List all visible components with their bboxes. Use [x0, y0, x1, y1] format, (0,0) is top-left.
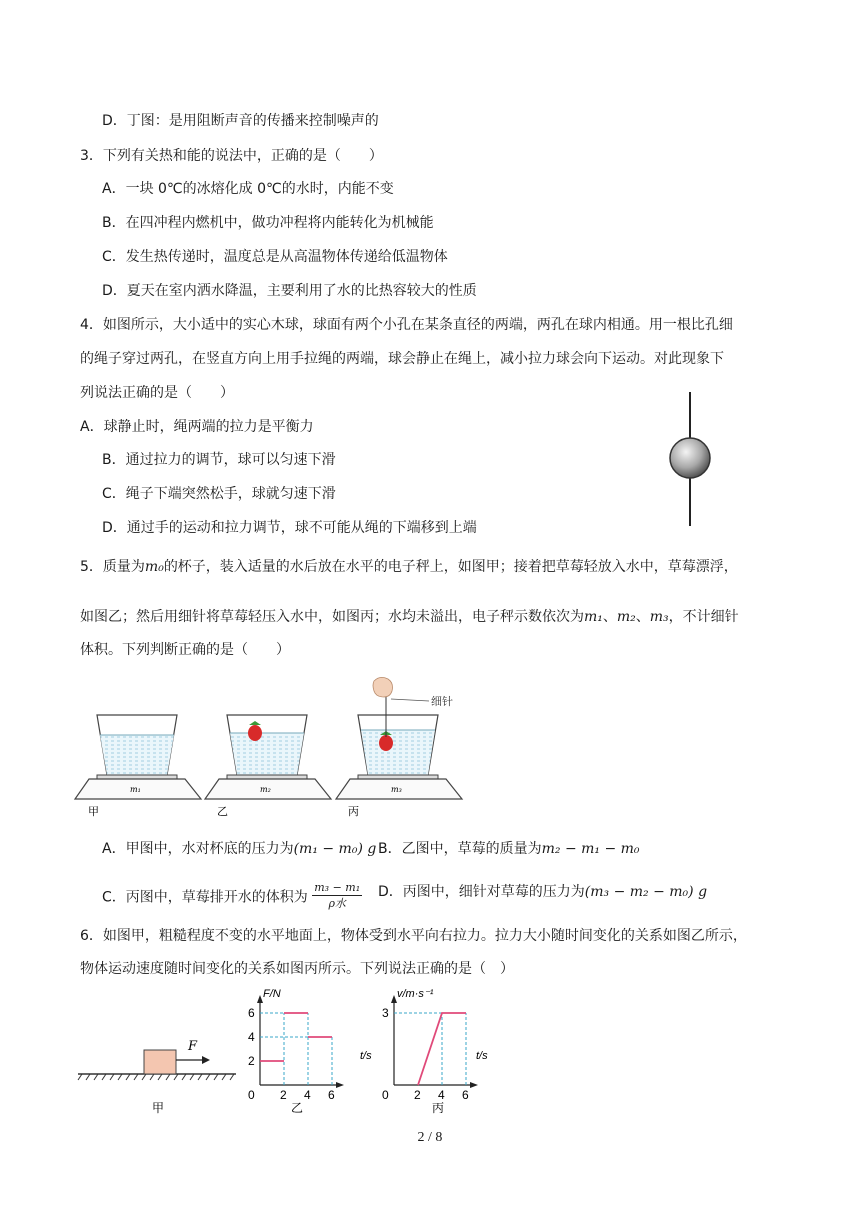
- q6-velocity-time-chart: [372, 985, 507, 1117]
- scale-label-m3: m₃: [391, 785, 402, 794]
- x-tick-label: 0: [248, 1088, 255, 1102]
- fraction-numerator: m₃ − m₁: [314, 881, 361, 894]
- x-tick-label: 2: [414, 1088, 421, 1102]
- q5-scales-figure: [75, 675, 455, 820]
- strawberry-icon: [379, 735, 393, 751]
- fraction-denominator: ρ水: [328, 897, 346, 910]
- wooden-ball: [670, 438, 710, 478]
- x-tick-label: 4: [438, 1088, 445, 1102]
- q5-text: 5．质量为: [80, 559, 145, 575]
- q5-sep: 、: [602, 609, 617, 625]
- x-tick-label: 6: [462, 1088, 469, 1102]
- q4-option-c: C．绳子下端突然松手，球就匀速下滑: [102, 486, 336, 502]
- chart-v-xlabel: t/s: [476, 1050, 488, 1062]
- q3-option-d: D．夏天在室内洒水降温，主要利用了水的比热容较大的性质: [102, 283, 477, 299]
- q4-stem-line1: 4．如图所示，大小适中的实心木球，球面有两个小孔在某条直径的两端，两孔在球内相通。用一根比孔细: [80, 317, 733, 333]
- q5-option-a-formula: (m₁ − m₀) g: [293, 841, 377, 857]
- q5-stem-line3: 体积。下列判断正确的是（ ）: [80, 642, 290, 658]
- scale-label-m1: m₁: [130, 785, 141, 794]
- q5-text: 的杯子，装入适量的水后放在水平的电子秤上，如图甲；接着把草莓轻放入水中，草莓漂浮，: [163, 559, 738, 575]
- chart-f-xlabel: t/s: [360, 1050, 372, 1062]
- strawberry-icon: [248, 725, 262, 741]
- hand-icon: [373, 677, 393, 697]
- q6-stem-line2: 物体运动速度随时间变化的关系如图丙所示。下列说法正确的是（ ）: [80, 961, 514, 977]
- q5-m1: m₁: [584, 609, 603, 625]
- block: [144, 1050, 176, 1074]
- q3-stem: 3．下列有关热和能的说法中，正确的是（ ）: [80, 148, 383, 164]
- force-label: F: [188, 1039, 198, 1054]
- q5-sep: 、: [635, 609, 650, 625]
- q5-option-b-formula: m₂ − m₁ − m₀: [541, 841, 640, 857]
- caption-bing: 丙: [432, 1101, 445, 1115]
- x-tick-label: 2: [280, 1088, 287, 1102]
- q5-option-c-fraction: [312, 880, 362, 911]
- q5-m0: m₀: [144, 559, 164, 575]
- chart-f-ylabel: F/N: [263, 988, 281, 1000]
- q5-m2: m₂: [616, 609, 636, 625]
- q2-option-d: D．丁图：是用阻断声音的传播来控制噪声的: [102, 113, 379, 129]
- q5-m3: m₃: [649, 609, 669, 625]
- q5-stem-line1: [80, 557, 738, 577]
- q5-text: ，不计细针: [668, 609, 739, 625]
- caption-yi: 乙: [217, 806, 228, 818]
- chart-v-ylabel: v/m·s⁻¹: [397, 988, 434, 1000]
- q5-option-a-text: A．甲图中，水对杯底的压力为: [102, 841, 294, 857]
- caption-yi: 乙: [291, 1101, 304, 1115]
- q5-option-d-formula: (m₃ − m₂ − m₀) g: [584, 884, 708, 900]
- q5-option-d-text: D．丙图中，细针对草莓的压力为: [378, 884, 585, 900]
- force-arrow-icon: [202, 1056, 210, 1064]
- q3-option-a: A．一块 0℃的冰熔化成 0℃的水时，内能不变: [102, 181, 394, 197]
- q6-force-time-chart: [238, 985, 372, 1117]
- q5-option-a: [102, 839, 376, 859]
- q4-option-d: D．通过手的运动和拉力调节，球不可能从绳的下端移到上端: [102, 520, 477, 536]
- q5-stem-line2: [80, 607, 739, 627]
- q4-option-b: B．通过拉力的调节，球可以匀速下滑: [102, 452, 336, 468]
- q4-stem-line3: 列说法正确的是（ ）: [80, 385, 234, 401]
- q5-option-b-text: B．乙图中，草莓的质量为: [378, 841, 542, 857]
- q6-stem-line1: 6．如图甲，粗糙程度不变的水平地面上，物体受到水平向右拉力。拉力大小随时间变化的关系如图乙所示，: [80, 928, 747, 944]
- x-tick-label: 0: [382, 1088, 389, 1102]
- x-tick-label: 4: [304, 1088, 311, 1102]
- q5-option-d: [378, 882, 707, 902]
- caption-jia: 甲: [88, 806, 99, 818]
- x-axis-arrow-icon: [336, 1082, 344, 1088]
- q3-option-c: C．发生热传递时，温度总是从高温物体传递给低温物体: [102, 249, 448, 265]
- scale-label-m2: m₂: [260, 785, 271, 794]
- y-tick-label: 3: [382, 1006, 389, 1020]
- page-number: 2 / 8: [417, 1130, 443, 1145]
- caption-bing: 丙: [348, 806, 359, 818]
- needle-label: 细针: [431, 696, 453, 708]
- q4-option-a: A．球静止时，绳两端的拉力是平衡力: [80, 419, 314, 435]
- y-tick-label: 6: [248, 1006, 255, 1020]
- q5-option-c-text: C．丙图中，草莓排开水的体积为: [102, 889, 308, 906]
- q4-ball-figure: [660, 390, 720, 530]
- q6-block-figure: [78, 1030, 248, 1120]
- q5-option-b: [378, 839, 640, 859]
- caption-jia: 甲: [152, 1101, 165, 1115]
- y-tick-label: 4: [248, 1030, 255, 1044]
- q3-option-b: B．在四冲程内燃机中，做功冲程将内能转化为机械能: [102, 215, 434, 231]
- q5-option-c: [102, 882, 362, 913]
- q5-text: 如图乙；然后用细针将草莓轻压入水中，如图丙；水均未溢出，电子秤示数依次为: [80, 609, 584, 625]
- q4-stem-line2: 的绳子穿过两孔，在竖直方向上用手拉绳的两端，球会静止在绳上，减小拉力球会向下运动。对此现象下: [80, 351, 724, 367]
- scale-bing: [336, 677, 462, 799]
- x-tick-label: 6: [328, 1088, 335, 1102]
- x-axis-arrow-icon: [470, 1082, 478, 1088]
- y-tick-label: 2: [248, 1054, 255, 1068]
